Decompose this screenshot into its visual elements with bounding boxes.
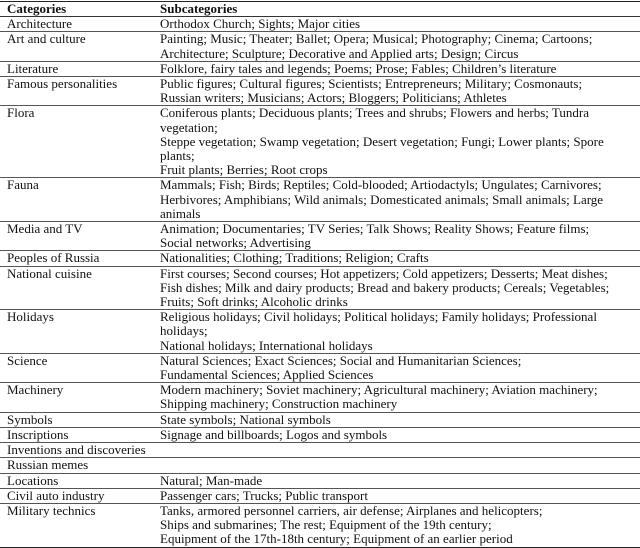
header-subcategories: Subcategories <box>153 2 640 17</box>
subcategory-line: Coniferous plants; Deciduous plants; Trees and shrubs; Flowers and herbs; Tundra vegetation; <box>160 105 589 135</box>
subcategories-cell <box>153 473 640 488</box>
category-cell: Symbols <box>0 412 153 427</box>
subcategory-line: Fish dishes; Milk and dairy products; Bread and bakery products; Cereals; Vegetables; <box>160 279 610 295</box>
category-cell: Locations <box>0 473 153 488</box>
subcategories-cell <box>153 310 640 354</box>
subcategories-cell <box>153 427 640 442</box>
table-row <box>0 106 640 178</box>
subcategory-line: Steppe vegetation; Swamp vegetation; Desert vegetation; Fungi; Lower plants; Spore plants; <box>160 133 604 164</box>
subcategory-line: Social networks; Advertising <box>160 235 311 251</box>
categories-table <box>0 1 640 548</box>
subcategory-line: Herbivores; Amphibians; Wild animals; Domesticated animals; Small animals; Large animals <box>160 191 604 221</box>
category-cell: Holidays <box>0 310 153 354</box>
category-cell: Military technics <box>0 503 153 547</box>
category-cell: Civil auto industry <box>0 488 153 503</box>
subcategory-line: Tanks, armored personnel carriers, air defense; Airplanes and helicopters; <box>160 502 543 518</box>
subcategory-line: Public figures; Cultural figures; Scientists; Entrepreneurs; Military; Cosmonauts; <box>160 76 583 92</box>
subcategories-cell <box>153 17 640 32</box>
table-row <box>0 412 640 427</box>
category-cell: Literature <box>0 61 153 76</box>
subcategory-line: Orthodox Church; Sights; Major cities <box>160 16 361 32</box>
category-cell: Media and TV <box>0 222 153 251</box>
table-row <box>0 443 640 458</box>
subcategory-line: Painting; Music; Theater; Ballet; Opera; Musical; Photography; Cinema; Cartoons; <box>160 31 593 47</box>
subcategories-cell <box>153 412 640 427</box>
subcategories-cell <box>153 503 640 547</box>
subcategory-line: State symbols; National symbols <box>160 411 331 427</box>
table-row <box>0 458 640 473</box>
subcategory-line: Natural; Man-made <box>160 472 263 488</box>
category-cell: Inscriptions <box>0 427 153 442</box>
subcategory-line: Mammals; Fish; Birds; Reptiles; Cold-blooded; Artiodactyls; Ungulates; Carnivores; <box>160 177 602 193</box>
table-row <box>0 222 640 251</box>
subcategories-cell <box>153 106 640 178</box>
table-header-row <box>0 2 640 17</box>
subcategory-line: Fruit plants; Berries; Root crops <box>160 162 328 178</box>
subcategory-line: Nationalities; Clothing; Traditions; Religion; Crafts <box>160 250 429 266</box>
subcategories-cell <box>153 77 640 106</box>
subcategories-cell <box>153 443 640 458</box>
header-categories: Categories <box>0 2 153 17</box>
subcategories-cell <box>153 266 640 310</box>
table-row <box>0 427 640 442</box>
table-row <box>0 310 640 354</box>
table-row <box>0 17 640 32</box>
subcategory-line: Architecture; Sculpture; Decorative and Applied arts; Design; Circus <box>160 45 519 61</box>
category-cell: Famous personalities <box>0 77 153 106</box>
subcategory-line: Animation; Documentaries; TV Series; Talk Shows; Reality Shows; Feature films; <box>160 221 590 237</box>
subcategory-line: Folklore, fairy tales and legends; Poems; Prose; Fables; Children’s literature <box>160 60 557 76</box>
subcategory-line: National holidays; International holidays <box>160 337 373 353</box>
subcategory-line: Natural Sciences; Exact Sciences; Social and Humanitarian Sciences; <box>160 352 522 368</box>
subcategory-line: Ships and submarines; The rest; Equipment of the 19th century; <box>160 517 492 533</box>
subcategory-line: Fundamental Sciences; Applied Sciences <box>160 367 374 383</box>
category-cell: Inventions and discoveries <box>0 443 153 458</box>
table-row <box>0 178 640 222</box>
category-cell: Science <box>0 353 153 382</box>
category-cell: Russian memes <box>0 458 153 473</box>
subcategories-cell <box>153 251 640 266</box>
table-row <box>0 266 640 310</box>
table-row <box>0 251 640 266</box>
subcategory-line: Shipping machinery; Construction machinery <box>160 396 398 412</box>
category-cell: National cuisine <box>0 266 153 310</box>
table-row <box>0 473 640 488</box>
subcategories-cell <box>153 32 640 61</box>
table-row <box>0 503 640 547</box>
subcategories-cell <box>153 222 640 251</box>
category-cell: Art and culture <box>0 32 153 61</box>
subcategories-cell <box>153 458 640 473</box>
table-row <box>0 77 640 106</box>
subcategory-line: Passenger cars; Trucks; Public transport <box>160 487 368 503</box>
subcategories-cell <box>153 61 640 76</box>
subcategory-line: Signage and billboards; Logos and symbols <box>160 426 388 442</box>
category-cell: Architecture <box>0 17 153 32</box>
table-row <box>0 353 640 382</box>
table-row <box>0 32 640 61</box>
subcategory-line: Equipment of the 17th-18th century; Equipment of an earlier period <box>160 531 513 547</box>
category-cell: Flora <box>0 106 153 178</box>
category-cell: Machinery <box>0 383 153 412</box>
subcategory-line: Fruits; Soft drinks; Alcoholic drinks <box>160 294 348 310</box>
subcategory-line: Modern machinery; Soviet machinery; Agricultural machinery; Aviation machinery; <box>160 382 598 398</box>
subcategories-cell <box>153 488 640 503</box>
subcategory-line: First courses; Second courses; Hot appetizers; Cold appetizers; Desserts; Meat dishes; <box>160 265 608 281</box>
subcategory-line: Russian writers; Musicians; Actors; Bloggers; Politicians; Athletes <box>160 90 507 106</box>
subcategories-cell <box>153 178 640 222</box>
subcategory-line: Religious holidays; Civil holidays; Political holidays; Family holidays; Professional holidays; <box>160 309 597 339</box>
table-row <box>0 383 640 412</box>
table-row <box>0 61 640 76</box>
subcategories-cell <box>153 383 640 412</box>
category-cell: Peoples of Russia <box>0 251 153 266</box>
table-row <box>0 488 640 503</box>
category-cell: Fauna <box>0 178 153 222</box>
subcategories-cell <box>153 353 640 382</box>
